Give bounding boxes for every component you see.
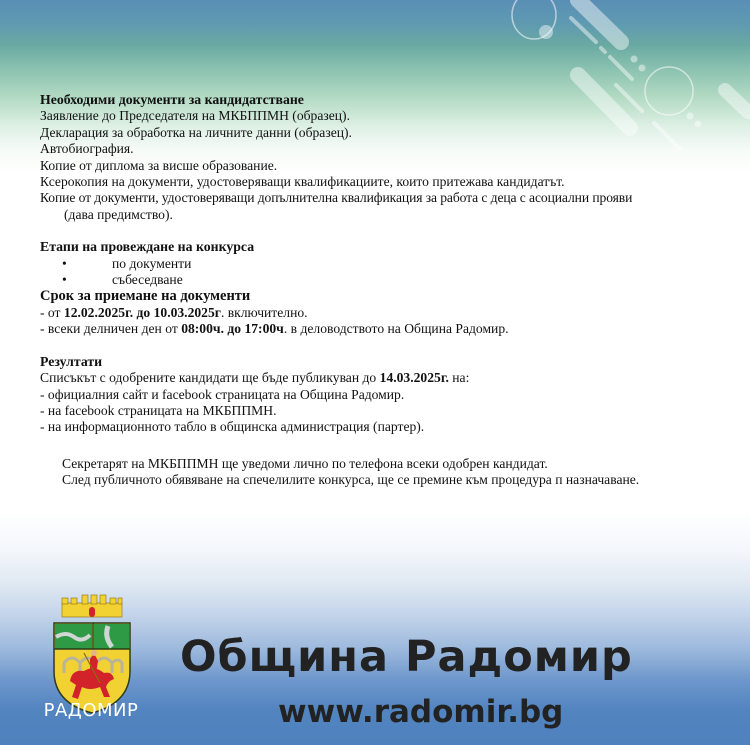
results-intro-suffix: на:: [448, 370, 470, 386]
deadline-suffix: . включително.: [220, 304, 308, 320]
document-item: Заявление до Председателя на МКБППМН (образец).: [40, 108, 350, 124]
hours-mid: до: [223, 321, 245, 337]
document-item-continuation: (дава предимство).: [64, 206, 173, 222]
results-intro-text: Списъкът с одобрените кандидати ще бъде публикуван до: [40, 370, 380, 386]
hours-to: 17:00ч: [244, 321, 284, 337]
deadline-dates: [40, 305, 740, 321]
document-item: Копие от документи, удостоверяващи допълнителна квалификация за работа с деца с асоциални прояви: [40, 190, 633, 206]
website-link[interactable]: www.radomir.bg: [278, 694, 564, 730]
stage-label: по документи: [112, 255, 192, 271]
deadline-section: [40, 288, 740, 337]
results-item: - официалния сайт и facebook страницата на Община Радомир.: [40, 386, 405, 402]
bullet-icon: •: [62, 255, 67, 271]
document-item: Декларация за обработка на личните данни (образец).: [40, 124, 352, 140]
bullet-icon: •: [62, 272, 67, 288]
note-line: Секретарят на МКБППМН ще уведоми лично по телефона всеки одобрен кандидат.: [62, 455, 548, 471]
stage-label: събеседване: [112, 272, 183, 288]
results-section: [40, 354, 740, 436]
deadline-heading: Срок за приемане на документи: [40, 288, 251, 305]
hours-suffix: . в деловодството на Община Радомир.: [283, 321, 509, 337]
note-line: След публичното обявяване на спечелилите конкурса, ще се премине към процедура п назначаване.: [62, 472, 640, 488]
results-intro: [40, 370, 740, 386]
documents-heading: Необходими документи за кандидатстване: [40, 92, 304, 107]
announcement-body: [40, 92, 740, 489]
stage-item: [40, 256, 740, 272]
hours-from: 08:00ч.: [181, 321, 224, 337]
document-item: Автобиография.: [40, 141, 134, 157]
deadline-to: 10.03.2025г: [153, 304, 221, 320]
deadline-hours: [40, 321, 740, 337]
results-item: - на информационното табло в общинска администрация (партер).: [40, 419, 425, 435]
document-item: Копие от диплома за висше образование.: [40, 157, 278, 173]
hours-prefix: - всеки делничен ден от: [40, 321, 182, 337]
spacer: [40, 223, 740, 239]
spacer: [40, 436, 740, 456]
deadline-mid: до: [133, 304, 154, 320]
stages-heading: Етапи на провеждане на конкурса: [40, 239, 255, 255]
deadline-prefix: - от: [40, 304, 64, 320]
document-item: Ксерокопия на документи, удостоверяващи квалификациите, които притежава кандидатът.: [40, 174, 565, 190]
documents-section: [40, 92, 740, 223]
spacer: [40, 338, 740, 354]
results-heading: Резултати: [40, 353, 103, 369]
deadline-from: 12.02.2025г.: [63, 304, 134, 320]
results-date: 14.03.2025г.: [379, 370, 449, 386]
municipality-name: Община Радомир: [180, 632, 633, 682]
stages-section: [40, 239, 740, 288]
crest-label: РАДОМИР: [43, 700, 139, 721]
stage-item: [40, 272, 740, 288]
notes-section: [40, 456, 740, 489]
results-item: - на facebook страницата на МКБППМН.: [40, 402, 277, 418]
